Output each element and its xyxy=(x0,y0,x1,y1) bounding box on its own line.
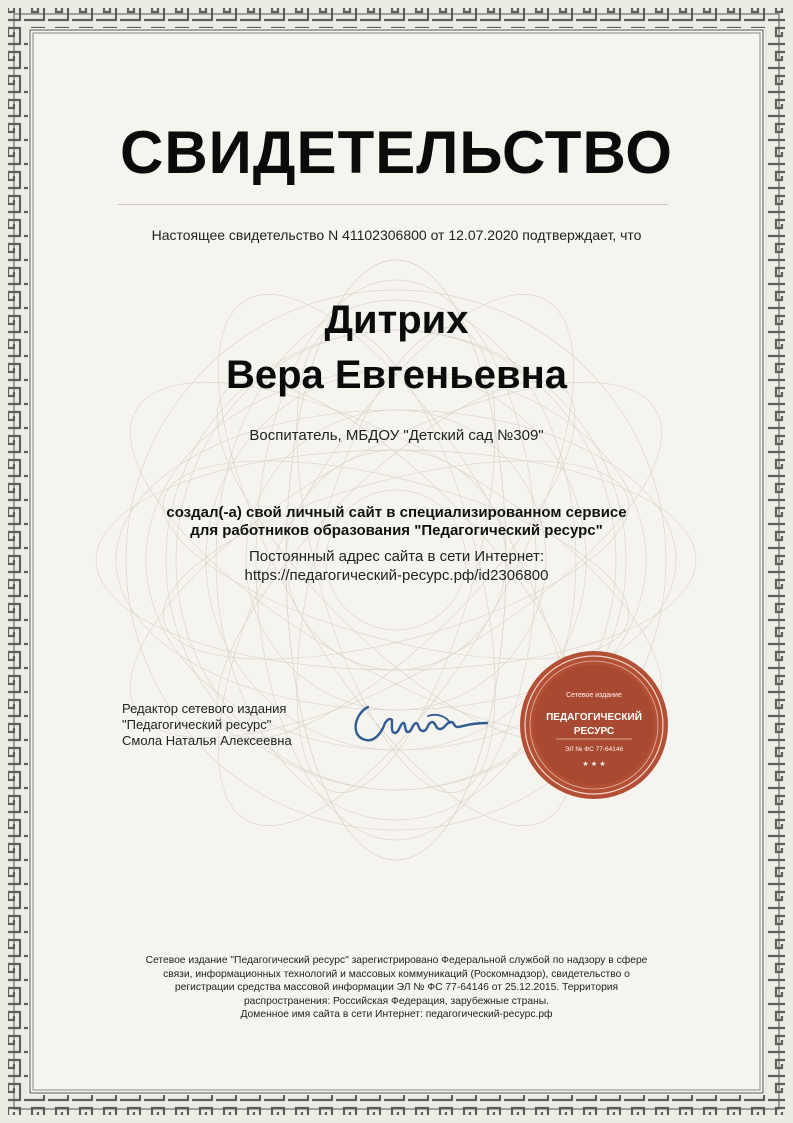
seal-top-text: Сетевое издание xyxy=(566,692,622,699)
site-address xyxy=(0,547,793,585)
recipient-last-name: Дитрих xyxy=(324,298,469,342)
editor-publication: "Педагогический ресурс" xyxy=(122,717,272,732)
seal-main-text-2: РЕСУРС xyxy=(573,726,615,737)
registration-footer xyxy=(110,954,683,1022)
footer-line-4: распространения: Российская Федерация, зарубежные страны. xyxy=(243,995,550,1007)
site-address-label: Постоянный адрес сайта в сети Интернет: xyxy=(248,548,545,565)
publication-seal xyxy=(519,650,669,800)
editor-info xyxy=(122,701,292,749)
recipient-position: Воспитатель, МБДОУ "Детский сад №309" xyxy=(249,427,544,444)
editor-role: Редактор сетевого издания xyxy=(122,701,287,716)
seal-main-text-1: ПЕДАГОГИЧЕСКИЙ xyxy=(546,712,642,723)
certificate-intro: Настоящее свидетельство N 41102306800 от 12.07.2020 подтверждает, что xyxy=(151,227,642,243)
title-divider xyxy=(118,204,668,205)
certificate-title: СВИДЕТЕЛЬСТВО xyxy=(120,119,673,186)
seal-registration-text: ЭЛ № ФС 77-64146 xyxy=(564,746,624,753)
achievement-text xyxy=(0,504,793,540)
recipient-first-name: Вера Евгеньевна xyxy=(225,353,568,397)
achievement-line-1: создал(-а) свой личный сайт в специализированном сервисе xyxy=(166,504,627,521)
seal-stars: ★ ★ ★ xyxy=(582,760,606,768)
achievement-line-2: для работников образования "Педагогический ресурс" xyxy=(190,522,603,539)
editor-signature xyxy=(342,692,492,752)
footer-line-2: связи, информационных технологий и массовых коммуникаций (Роскомнадзор), свидетельство о xyxy=(163,968,630,980)
site-address-url: https://педагогический-ресурс.рф/id2306800 xyxy=(244,567,549,584)
footer-line-1: Сетевое издание "Педагогический ресурс" зарегистрировано Федеральной службой по надзору в сфере xyxy=(145,955,648,966)
footer-line-3: регистрации средства массовой информации ЭЛ № ФС 77-64146 от 25.12.2015. Территория xyxy=(174,982,619,994)
editor-name: Смола Наталья Алексеевна xyxy=(122,733,292,748)
footer-line-5: Доменное имя сайта в сети Интернет: педагогический-ресурс.рф xyxy=(240,1009,553,1021)
